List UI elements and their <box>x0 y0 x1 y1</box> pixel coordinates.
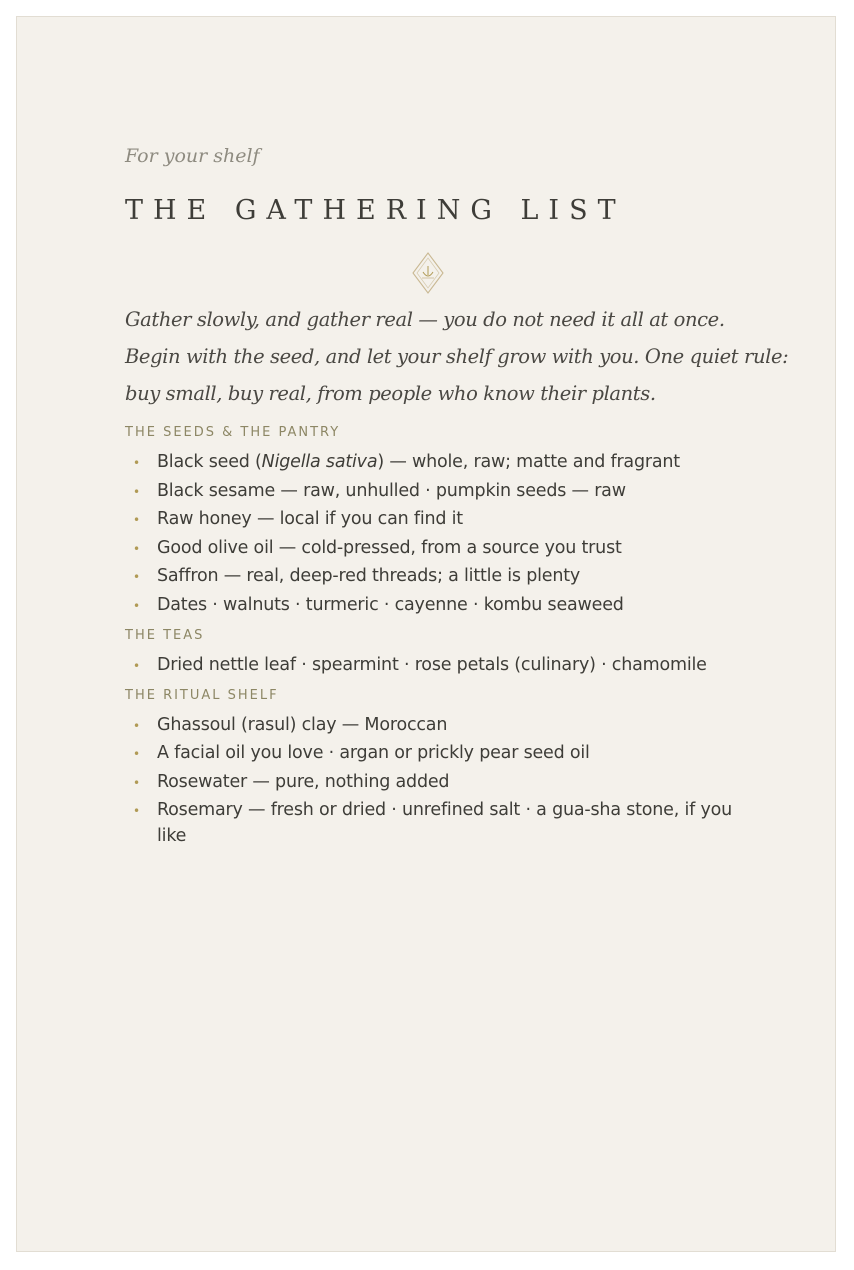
item-text: Rosemary — fresh or dried · unrefined salt · a gua-sha stone, if you like <box>157 800 733 846</box>
bullet-dot-icon: • <box>133 775 140 790</box>
item-text: A facial oil you love · argan or prickly pear seed oil <box>157 743 590 763</box>
list-teas <box>125 652 745 678</box>
item-text-suffix: ) — whole, raw; matte and fragrant <box>377 452 680 472</box>
shopping-sections <box>125 423 745 857</box>
item-latin-name: Nigella sativa <box>261 452 378 472</box>
section-heading-seeds-pantry: THE SEEDS & THE PANTRY <box>125 425 341 440</box>
item-text: Saffron — real, deep-red threads; a little is plenty <box>157 566 581 586</box>
gathering-list-card <box>125 141 789 846</box>
list-item <box>125 740 745 766</box>
list-item <box>125 592 745 618</box>
list-item <box>125 712 745 738</box>
list-item <box>125 506 745 532</box>
bullet-dot-icon: • <box>133 484 140 499</box>
document-page <box>16 16 836 1252</box>
list-item <box>125 797 745 849</box>
item-text: Black sesame — raw, unhulled · pumpkin seeds — raw <box>157 480 626 501</box>
item-text: Good olive oil — cold-pressed, from a source you trust <box>157 537 622 558</box>
section-heading-ritual-shelf: THE RITUAL SHELF <box>125 687 279 703</box>
item-text-prefix: Black seed ( <box>157 452 262 472</box>
bullet-dot-icon: • <box>133 456 140 470</box>
bullet-dot-icon: • <box>133 658 140 673</box>
intro-line: Begin with the seed, and let your shelf grow with you. One quiet rule: <box>125 345 789 368</box>
list-ritual-shelf <box>125 712 745 850</box>
item-text: Raw honey — local if you can find it <box>157 509 463 529</box>
bullet-dot-icon: • <box>133 570 140 584</box>
list-item <box>125 652 745 678</box>
bullet-dot-icon: • <box>133 804 140 818</box>
bullet-dot-icon: • <box>133 513 140 527</box>
list-item <box>125 563 745 589</box>
intro-line: buy small, buy real, from people who know their plants. <box>125 382 656 405</box>
bullet-dot-icon: • <box>133 718 140 733</box>
list-seeds-pantry <box>125 449 745 618</box>
list-item <box>125 769 745 795</box>
list-item <box>125 535 745 561</box>
list-item <box>125 449 745 475</box>
bullet-dot-icon: • <box>133 747 140 761</box>
item-text: Rosewater — pure, nothing added <box>157 771 450 792</box>
section-heading-teas: THE TEAS <box>125 627 205 643</box>
kicker-text: For your shelf <box>125 145 260 167</box>
bullet-dot-icon: • <box>133 598 140 613</box>
item-text: Dried nettle leaf · spearmint · rose petals (culinary) · chamomile <box>157 654 707 675</box>
diamond-ornament-icon <box>411 251 445 295</box>
bullet-dot-icon: • <box>133 541 140 556</box>
list-item <box>125 478 745 504</box>
intro-paragraph <box>125 301 789 412</box>
intro-line: Gather slowly, and gather real — you do not need it all at once. <box>125 308 725 331</box>
item-text: Ghassoul (rasul) clay — Moroccan <box>157 714 448 735</box>
page-title: THE GATHERING LIST <box>125 195 626 226</box>
item-text: Dates · walnuts · turmeric · cayenne · kombu seaweed <box>157 594 624 615</box>
